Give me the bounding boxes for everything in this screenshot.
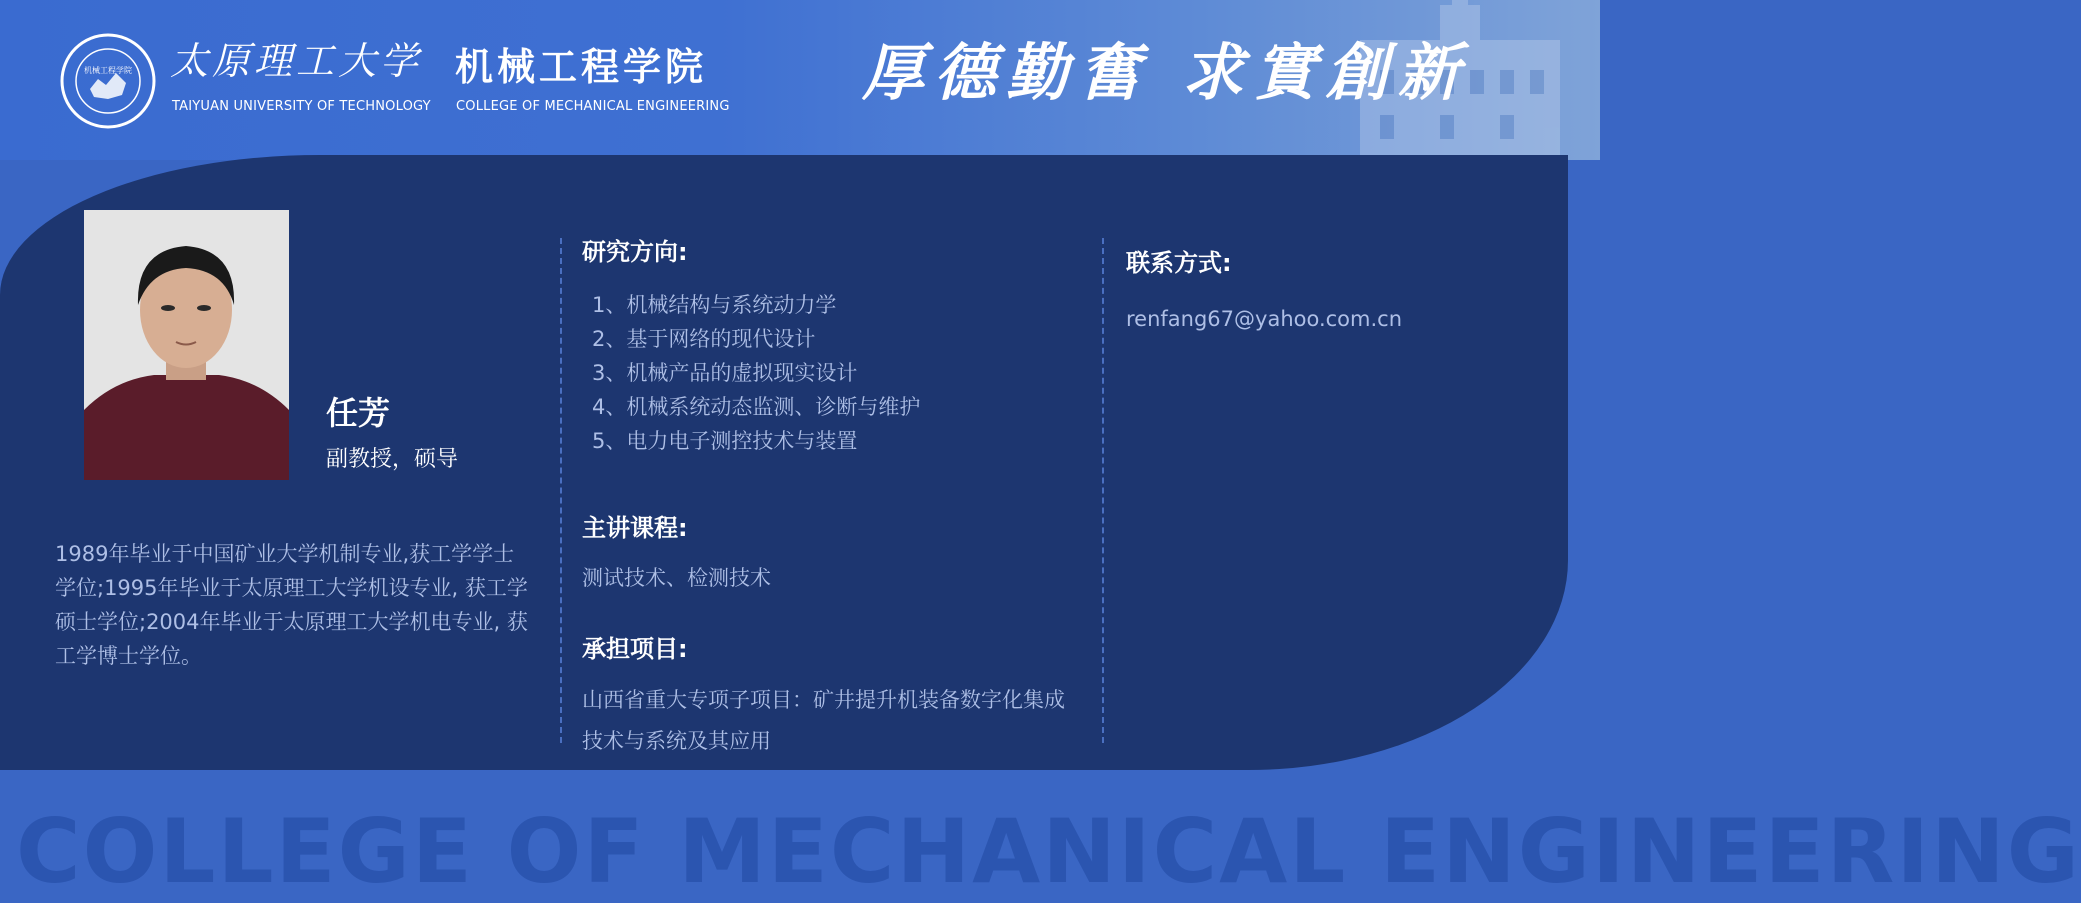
footer-college-name: COLLEGE OF MECHANICAL ENGINEERING — [16, 800, 2081, 903]
research-item: 4、机械系统动态监测、诊断与维护 — [592, 395, 921, 419]
seal-label: 机械工程学院 — [84, 66, 132, 75]
column-divider-right — [1102, 238, 1104, 743]
profile-bio: 1989年毕业于中国矿业大学机制专业,获工学学士学位;1995年毕业于太原理工大学机设专业, 获工学硕士学位;2004年毕业于太原理工大学机电专业, 获工学博士学位。 — [55, 542, 528, 668]
profile-photo — [84, 210, 289, 480]
motto-calligraphy: 厚德勤奮 求實創新 — [862, 36, 1470, 109]
header-banner — [0, 0, 1600, 160]
contact-email[interactable]: renfang67@yahoo.com.cn — [1126, 307, 1403, 331]
profile-title: 副教授，硕导 — [326, 447, 459, 472]
college-name-cn: 机械工程学院 — [455, 45, 708, 89]
research-list — [592, 288, 920, 458]
university-name-en: TAIYUAN UNIVERSITY OF TECHNOLOGY — [172, 99, 431, 114]
courses-text: 测试技术、检测技术 — [582, 566, 771, 590]
projects-text: 山西省重大专项子项目：矿井提升机装备数字化集成技术与系统及其应用 — [582, 688, 1065, 753]
profile-name: 任芳 — [326, 394, 391, 432]
research-heading: 研究方向: — [582, 238, 688, 266]
university-seal-logo — [60, 33, 156, 129]
projects-heading: 承担项目: — [582, 635, 688, 663]
contact-heading: 联系方式: — [1126, 249, 1232, 277]
column-divider-left — [560, 238, 562, 743]
university-name-cn: 太原理工大学 — [170, 39, 423, 83]
research-item: 5、电力电子测控技术与装置 — [592, 429, 858, 453]
college-name-en: COLLEGE OF MECHANICAL ENGINEERING — [456, 99, 730, 114]
research-item: 1、机械结构与系统动力学 — [592, 293, 837, 317]
research-item: 2、基于网络的现代设计 — [592, 327, 816, 351]
research-item: 3、机械产品的虚拟现实设计 — [592, 361, 858, 385]
courses-heading: 主讲课程: — [582, 514, 688, 542]
